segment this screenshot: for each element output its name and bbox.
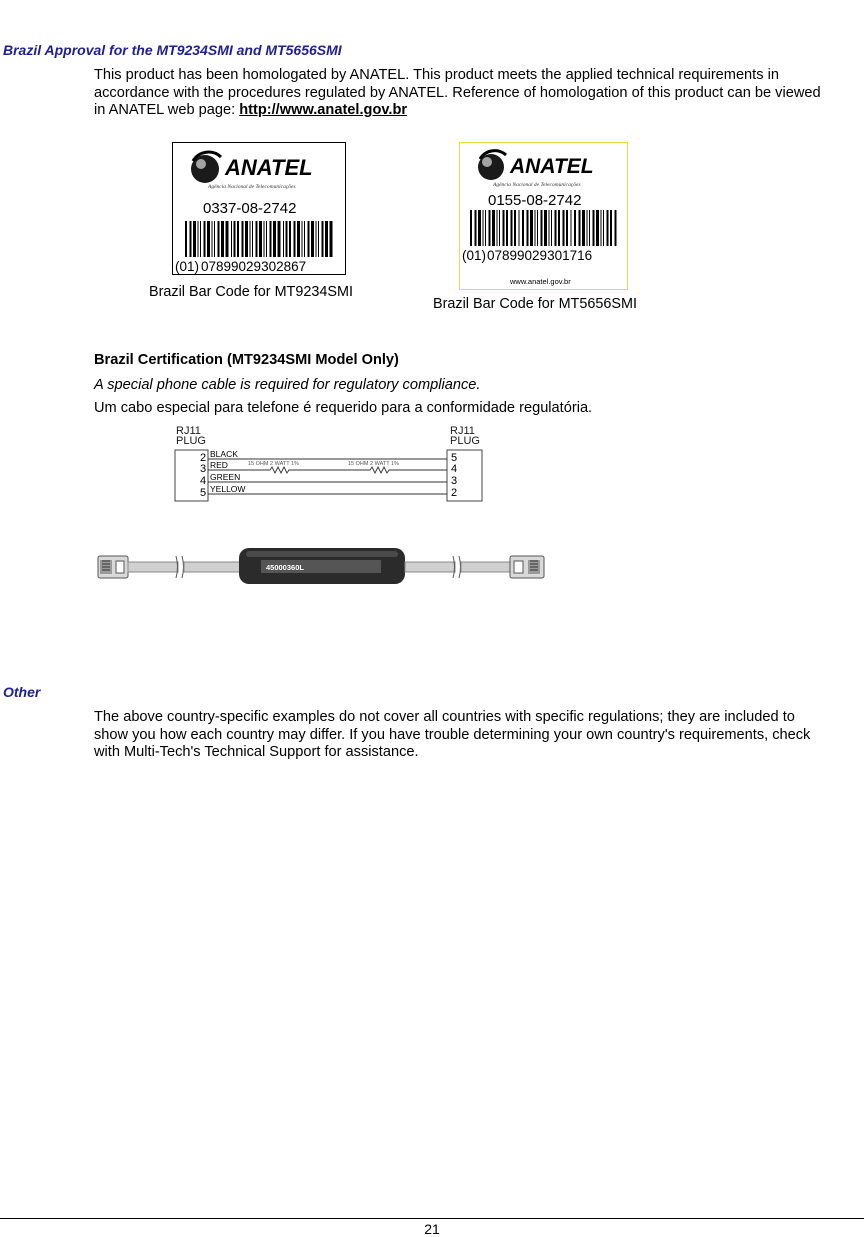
- anatel-agency-2: Agência Nacional de Telecomunicações: [493, 182, 581, 188]
- left-plug-label-2: PLUG: [176, 435, 206, 447]
- brazil-line-1: This product has been homologated by ANATEL. This product meets the applied technical requirements in: [94, 67, 779, 83]
- barcode-bar: [325, 221, 328, 257]
- anatel-brand-1: ANATEL: [225, 155, 313, 180]
- barcode-bar: [322, 221, 324, 257]
- anatel-logo-2: [478, 151, 506, 180]
- left-pin-3: 4: [200, 475, 207, 487]
- anatel-link[interactable]: http://www.anatel.gov.br: [239, 102, 408, 118]
- wire-labels: [210, 449, 245, 494]
- anatel-label-1-graphic: [173, 143, 345, 274]
- barcode-bar: [318, 221, 319, 257]
- brazil-approval-paragraph: [94, 67, 864, 120]
- left-rj11-connector: [98, 556, 128, 578]
- brazil-line-2: accordance with the procedures regulated by ANATEL. Reference of homologation of this product can be viewed: [94, 84, 821, 101]
- barcode-bar: [489, 210, 491, 246]
- barcode-bar: [286, 221, 288, 257]
- brazil-approval-heading: Brazil Approval for the MT9234SMI and MT5656SMI: [3, 42, 342, 58]
- barcode-bar: [234, 221, 236, 257]
- barcode-bar: [190, 221, 192, 257]
- anatel-brand-2: ANATEL: [510, 155, 594, 178]
- brazil-line-3: [94, 102, 864, 120]
- barcode-number-2: 07899029301716: [487, 248, 593, 263]
- barcode-bar: [270, 221, 272, 257]
- cable-segment-2: [184, 562, 240, 572]
- right-pin-4: 2: [451, 487, 458, 499]
- barcode-bar: [519, 210, 520, 246]
- barcode-bar: [499, 210, 500, 246]
- certification-portuguese: Um cabo especial para telefone é requerido para a conformidade regulatória.: [94, 400, 593, 416]
- brazil-line-3-prefix: in ANATEL web page:: [94, 102, 240, 118]
- barcode-bar: [207, 221, 210, 257]
- barcode-bar: [289, 221, 291, 257]
- barcode-bar: [475, 210, 477, 246]
- barcode-bar: [587, 210, 588, 246]
- barcode-bar: [514, 210, 516, 246]
- wire-red-with-resistors: [208, 467, 447, 473]
- right-pin-2: 4: [451, 463, 458, 475]
- barcode-bar: [470, 210, 472, 246]
- barcode-bar: [506, 210, 508, 246]
- barcode-bar: [541, 210, 543, 246]
- resistor-1-label: 15 OHM 2 WATT 1%: [248, 461, 299, 467]
- certification-english: A special phone cable is required for regulatory compliance.: [94, 377, 481, 393]
- left-plug-label-1: RJ11: [176, 425, 201, 437]
- wiring-diagram: [170, 422, 490, 506]
- other-line-1: The above country-specific examples do not cover all countries with specific regulations; they are included to: [94, 709, 795, 725]
- cable-segment-1: [128, 562, 178, 572]
- anatel-code-2: 0155-08-2742: [488, 192, 582, 209]
- barcode-bar: [503, 210, 505, 246]
- barcode-bar: [478, 210, 481, 246]
- cable-break-2: [453, 556, 461, 578]
- barcode-bar: [304, 221, 305, 257]
- anatel-label-2-graphic: [460, 143, 627, 289]
- barcode-bar: [549, 210, 550, 246]
- barcode-bar: [330, 221, 333, 257]
- certification-heading: Brazil Certification (MT9234SMI Model Only): [94, 352, 399, 368]
- caption-mt5656smi: Brazil Bar Code for MT5656SMI: [433, 296, 637, 312]
- barcode-bar: [198, 221, 199, 257]
- other-heading: Other: [3, 684, 41, 700]
- barcode-bar: [483, 210, 484, 246]
- barcode-bar: [245, 221, 248, 257]
- barcode-bar: [544, 210, 547, 246]
- barcode-bar: [200, 221, 201, 257]
- ferrite-block: [239, 548, 405, 584]
- barcode-bar: [610, 210, 612, 246]
- cable-illustration: [96, 542, 556, 592]
- barcode-bar: [212, 221, 213, 257]
- barcode-bar: [522, 210, 524, 246]
- barcode-bar: [226, 221, 229, 257]
- barcode-bar: [527, 210, 529, 246]
- anatel-url-2: www.anatel.gov.br: [510, 277, 571, 286]
- barcode-bar: [530, 210, 533, 246]
- barcode-bar: [221, 221, 224, 257]
- barcode-bar: [615, 210, 617, 246]
- barcode-bar: [283, 221, 284, 257]
- anatel-logo-1: [191, 152, 221, 183]
- right-pin-1: 5: [451, 452, 458, 464]
- barcode-bar: [316, 221, 317, 257]
- barcode-bar: [593, 210, 595, 246]
- barcode-bar: [302, 221, 303, 257]
- barcode-bar: [497, 210, 498, 246]
- right-pin-3: 3: [451, 475, 458, 487]
- barcode-bar: [485, 210, 486, 246]
- caption-mt9234smi: Brazil Bar Code for MT9234SMI: [149, 284, 353, 300]
- barcode-bars-2: [470, 210, 617, 246]
- cable-segment-3: [405, 562, 455, 572]
- barcode-bar: [563, 210, 565, 246]
- barcode-bar: [237, 221, 239, 257]
- wire-label-yellow: YELLOW: [210, 484, 246, 494]
- barcode-bar: [535, 210, 536, 246]
- anatel-label-mt9234smi: [172, 142, 346, 275]
- right-plug-label-1: RJ11: [450, 425, 475, 437]
- barcode-bar: [297, 221, 300, 257]
- barcode-bar: [278, 221, 281, 257]
- barcode-bar: [589, 210, 590, 246]
- barcode-bar: [214, 221, 215, 257]
- barcode-bar: [582, 210, 585, 246]
- wire-label-green: GREEN: [210, 472, 241, 482]
- barcode-bar: [231, 221, 232, 257]
- barcode-bar: [218, 221, 220, 257]
- barcode-bar: [558, 210, 560, 246]
- right-rj11-connector: [510, 556, 544, 578]
- barcode-prefix-2: (01): [462, 248, 487, 263]
- barcode-bar: [571, 210, 572, 246]
- anatel-agency-1: Agência Nacional de Telecomunicações: [208, 184, 296, 190]
- other-paragraph: [94, 709, 864, 762]
- right-pins: [451, 452, 457, 499]
- barcode-bar: [259, 221, 262, 257]
- barcode-bar: [551, 210, 552, 246]
- barcode-bar: [264, 221, 265, 257]
- barcode-bar: [492, 210, 495, 246]
- left-pin-1: 2: [200, 452, 207, 464]
- barcode-bars-1: [185, 221, 333, 257]
- barcode-bar: [204, 221, 206, 257]
- left-pin-2: 3: [200, 463, 207, 475]
- barcode-bar: [242, 221, 244, 257]
- page-number: 21: [424, 1221, 440, 1237]
- barcode-bar: [566, 210, 568, 246]
- left-pin-4: 5: [200, 487, 207, 499]
- barcode-bar: [193, 221, 196, 257]
- wire-label-black: BLACK: [210, 449, 238, 459]
- barcode-bar: [555, 210, 557, 246]
- barcode-number-1: 07899029302867: [201, 259, 307, 274]
- right-plug-label-2: PLUG: [450, 435, 480, 447]
- barcode-bar: [308, 221, 310, 257]
- barcode-bar: [250, 221, 251, 257]
- barcode-bar: [537, 210, 538, 246]
- barcode-bar: [256, 221, 258, 257]
- barcode-bar: [511, 210, 513, 246]
- wire-label-red: RED: [210, 460, 228, 470]
- barcode-bar: [311, 221, 314, 257]
- cable-part-number: 45000360L: [266, 563, 304, 572]
- barcode-prefix-1: (01): [175, 259, 200, 274]
- barcode-bar: [266, 221, 267, 257]
- resistor-2-label: 15 OHM 2 WATT 1%: [348, 461, 399, 467]
- barcode-bar: [185, 221, 187, 257]
- barcode-bar: [252, 221, 253, 257]
- barcode-bar: [601, 210, 602, 246]
- left-pins: [200, 452, 206, 499]
- anatel-label-mt5656smi: [459, 142, 628, 290]
- cable-segment-4: [461, 562, 511, 572]
- barcode-bar: [294, 221, 296, 257]
- other-line-2: show you how each country may differ. If you have trouble determining your own country's requirements, check: [94, 726, 811, 743]
- barcode-bar: [596, 210, 599, 246]
- anatel-code-1: 0337-08-2742: [203, 200, 297, 217]
- cable-break-1: [176, 556, 184, 578]
- barcode-bar: [607, 210, 609, 246]
- barcode-bar: [579, 210, 581, 246]
- footer-rule: [0, 1218, 864, 1219]
- other-line-3: with Multi-Tech's Technical Support for assistance.: [94, 744, 419, 760]
- barcode-bar: [603, 210, 604, 246]
- barcode-bar: [273, 221, 276, 257]
- barcode-bar: [574, 210, 576, 246]
